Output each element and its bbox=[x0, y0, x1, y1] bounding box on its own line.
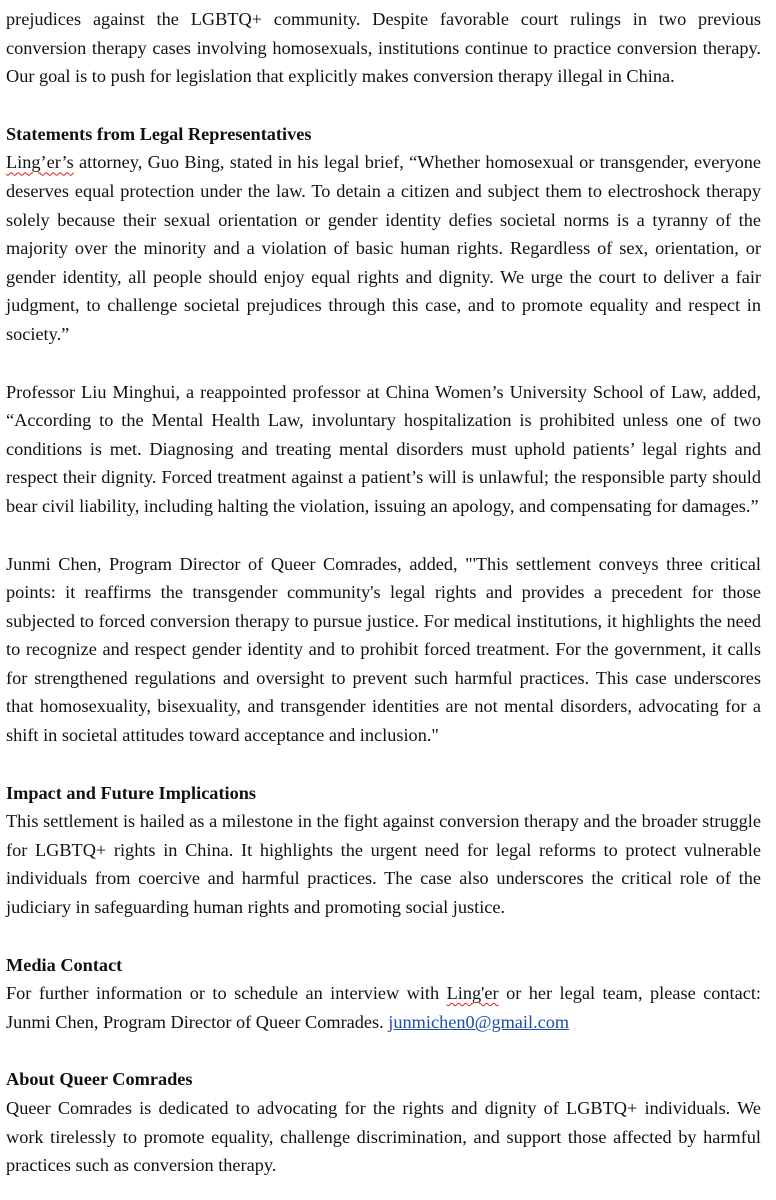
misspelled-name[interactable]: Ling’er’s bbox=[6, 152, 74, 173]
about-heading: About Queer Comrades bbox=[6, 1069, 193, 1090]
intro-paragraph: prejudices against the LGBTQ+ community. Despite favorable court rulings in two previous conversion therapy cases involving homosexuals, institutions continue to practice conversion therapy. Our goal is to push for legislation that explicitly makes conversion therapy illegal in China. bbox=[6, 9, 761, 87]
media-text-after: or her legal team, please contact: Junmi Chen, Program Director of Queer Comrades. bbox=[6, 983, 761, 1032]
misspelled-name[interactable]: Ling'er bbox=[446, 983, 499, 1004]
legal-paragraph-director: Junmi Chen, Program Director of Queer Comrades, added, "'This settlement conveys three critical points: it reaffirms the transgender community's legal rights and provides a precedent for those subjected to forced conversion therapy to pursue justice. For medical institutions, it highlights the need to recognize and respect gender identity and to prohibit forced treatment. For the government, it calls for strengthened regulations and oversight to prevent such harmful practices. This case underscores that homosexuality, bisexuality, and transgender identities are not mental disorders, advocating for a shift in societal attitudes toward acceptance and inclusion." bbox=[6, 553, 761, 746]
email-link[interactable]: junmichen0@gmail.com bbox=[388, 1011, 570, 1032]
media-heading: Media Contact bbox=[6, 954, 123, 975]
impact-paragraph: This settlement is hailed as a milestone in the fight against conversion therapy and the broader struggle for LGBTQ+ rights in China. It highlights the urgent need for legal reforms to protect vulnerable individuals from coercive and harmful practices. The case also underscores the critical role of the judiciary in safeguarding human rights and promoting social justice. bbox=[6, 811, 761, 918]
impact-heading: Impact and Future Implications bbox=[6, 782, 257, 803]
legal-heading: Statements from Legal Representatives bbox=[6, 123, 312, 144]
legal-paragraph-professor: Professor Liu Minghui, a reappointed professor at China Women’s University School of Law, added, “According to the Mental Health Law, involuntary hospitalization is prohibited unless one of two conditions is met. Diagnosing and treating mental disorders must uphold patients’ legal rights and respect their dignity. Forced treatment against a patient’s will is unlawful; the responsible party should bear civil liability, including halting the violation, issuing an apology, and compensating for damages.” bbox=[6, 381, 761, 516]
media-paragraph bbox=[6, 979, 761, 1036]
attorney-statement: attorney, Guo Bing, stated in his legal brief, “Whether homosexual or transgender, everyone deserves equal protection under the law. To detain a citizen and subject them to electroshock therapy solely because their sexual orientation or gender identity defies societal norms is a tyranny of the majority over the minority and a violation of basic human rights. Regardless of sex, orientation, or gender identity, all people should enjoy equal rights and dignity. We urge the court to deliver a fair judgment, to challenge societal prejudices through this case, and to promote equality and respect in society.” bbox=[6, 152, 761, 344]
legal-paragraph-attorney bbox=[6, 148, 761, 348]
media-text-before: For further information or to schedule an interview with bbox=[6, 983, 447, 1004]
about-paragraph: Queer Comrades is dedicated to advocating for the rights and dignity of LGBTQ+ individuals. We work tirelessly to promote equality, challenge discrimination, and support those affected by harmful practices such as conversion therapy. bbox=[6, 1098, 761, 1176]
document-body bbox=[6, 5, 761, 1180]
